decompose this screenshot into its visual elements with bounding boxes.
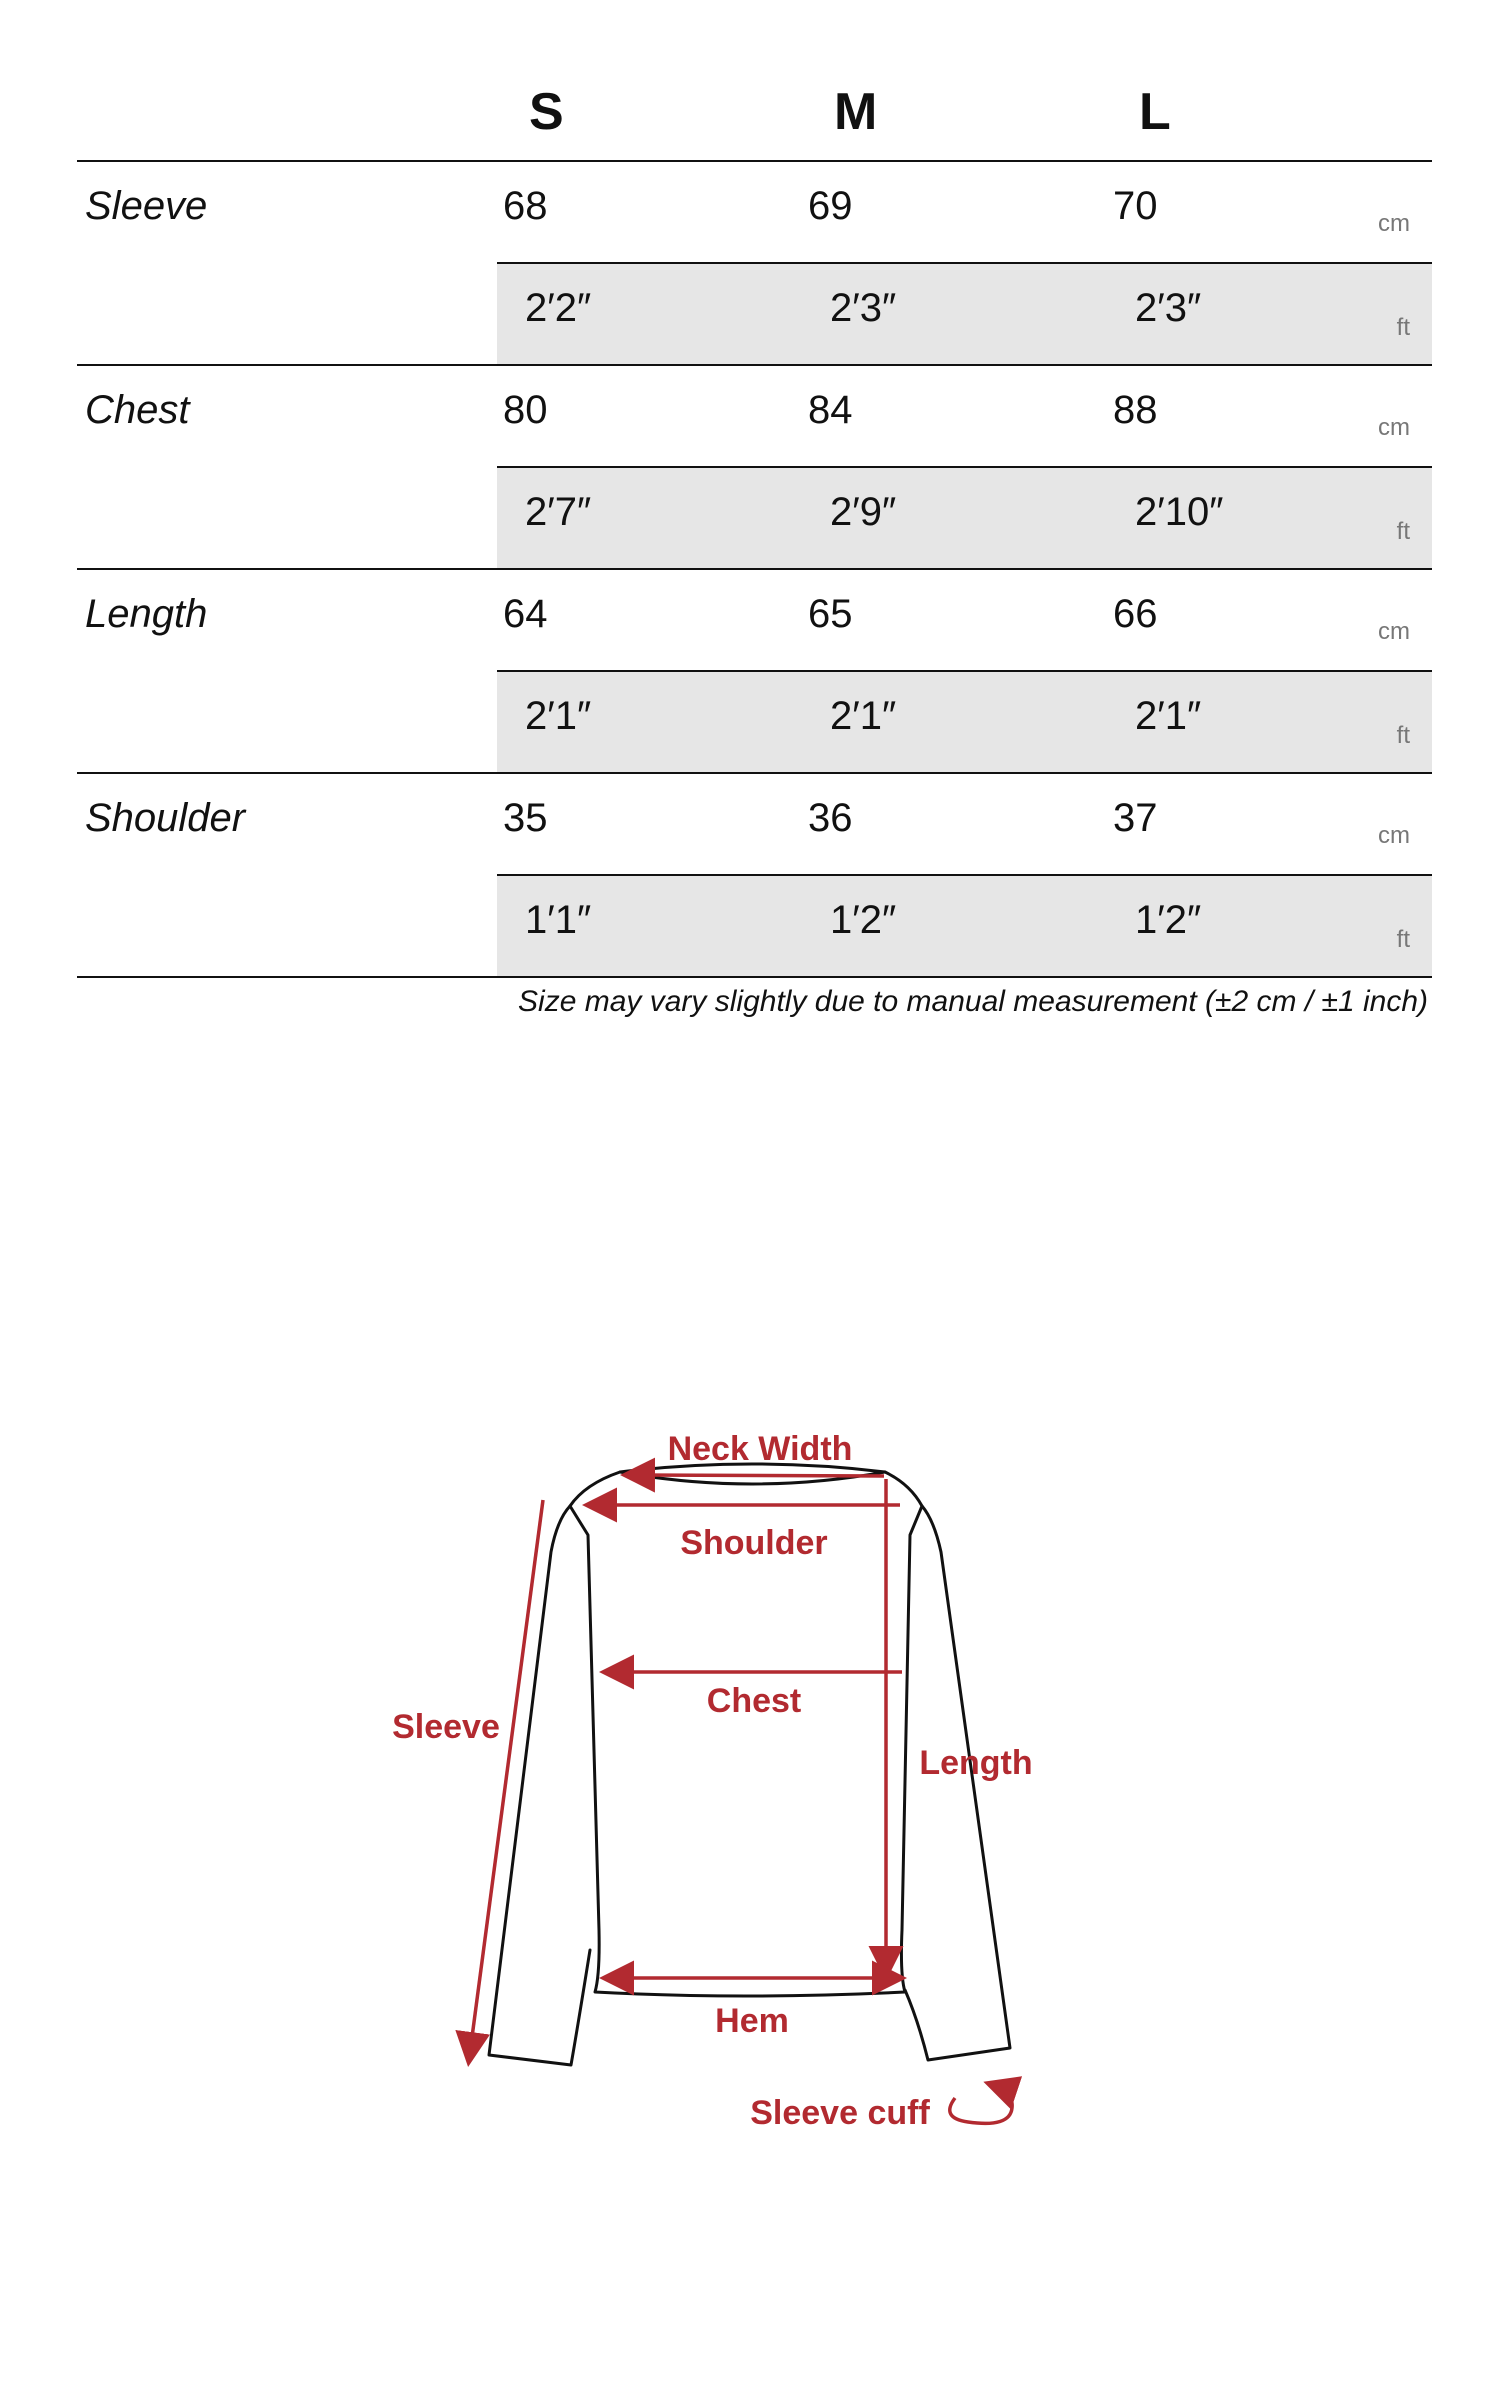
value-cell: 2′2″ — [525, 286, 592, 330]
neck-width-label: Neck Width — [667, 1430, 853, 1468]
size-chart-table — [77, 60, 1432, 978]
shoulder-label: Shoulder — [680, 1524, 828, 1562]
chest-label: Chest — [706, 1682, 802, 1720]
row-cm — [497, 162, 1432, 264]
measurement-note: Size may vary slightly due to manual measurement (±2 cm / ±1 inch) — [518, 985, 1428, 1018]
row-cm — [497, 366, 1432, 468]
unit-cm: cm — [1378, 822, 1410, 849]
value-cell: 80 — [503, 388, 548, 432]
value-cell: 2′9″ — [830, 490, 897, 534]
value-cell: 37 — [1113, 796, 1158, 840]
unit-ft: ft — [1396, 314, 1410, 341]
unit-ft: ft — [1396, 518, 1410, 545]
row-cm — [497, 570, 1432, 672]
measure-group-chest — [77, 366, 1432, 570]
value-cell: 1′1″ — [525, 898, 592, 942]
value-cell: 35 — [503, 796, 548, 840]
value-cell: 2′3″ — [830, 286, 897, 330]
measure-label: Sleeve — [85, 184, 208, 228]
garment-measurement-diagram — [0, 1380, 1500, 2140]
value-cell: 65 — [808, 592, 853, 636]
value-cell: 70 — [1113, 184, 1158, 228]
hem-label: Hem — [715, 2002, 789, 2040]
value-cell: 88 — [1113, 388, 1158, 432]
unit-cm: cm — [1378, 414, 1410, 441]
value-cell: 2′1″ — [1135, 694, 1202, 738]
length-label: Length — [919, 1744, 1033, 1782]
value-cell: 66 — [1113, 592, 1158, 636]
unit-ft: ft — [1396, 926, 1410, 953]
value-cell: 84 — [808, 388, 853, 432]
measure-label: Shoulder — [85, 796, 246, 840]
row-ft — [497, 264, 1432, 364]
measure-group-shoulder — [77, 774, 1432, 978]
measure-group-length — [77, 570, 1432, 774]
row-cm — [497, 774, 1432, 876]
unit-cm: cm — [1378, 618, 1410, 645]
unit-ft: ft — [1396, 722, 1410, 749]
measure-label: Chest — [85, 388, 190, 432]
value-cell: 2′1″ — [830, 694, 897, 738]
sleeve-cuff-label: Sleeve cuff — [750, 2094, 930, 2132]
value-cell: 1′2″ — [830, 898, 897, 942]
value-cell: 2′3″ — [1135, 286, 1202, 330]
size-header-m: M — [834, 83, 878, 141]
neck-width-arrow — [627, 1475, 884, 1476]
shirt-right-sleeve — [905, 1506, 1010, 2060]
value-cell: 1′2″ — [1135, 898, 1202, 942]
unit-cm: cm — [1378, 210, 1410, 237]
row-ft — [497, 672, 1432, 772]
value-cell: 64 — [503, 592, 548, 636]
value-cell: 36 — [808, 796, 853, 840]
sleeve-cuff-icon — [950, 2084, 1012, 2123]
sleeve-label: Sleeve — [392, 1708, 500, 1746]
sleeve-arrow — [469, 1500, 543, 2060]
row-ft — [497, 468, 1432, 568]
size-header-s: S — [529, 83, 564, 141]
value-cell: 2′10″ — [1135, 490, 1224, 534]
size-header-l: L — [1139, 83, 1171, 141]
value-cell: 68 — [503, 184, 548, 228]
value-cell: 2′1″ — [525, 694, 592, 738]
measure-group-sleeve — [77, 162, 1432, 366]
value-cell: 2′7″ — [525, 490, 592, 534]
row-ft — [497, 876, 1432, 976]
measure-label: Length — [85, 592, 208, 636]
size-header-row — [77, 60, 1432, 162]
value-cell: 69 — [808, 184, 853, 228]
